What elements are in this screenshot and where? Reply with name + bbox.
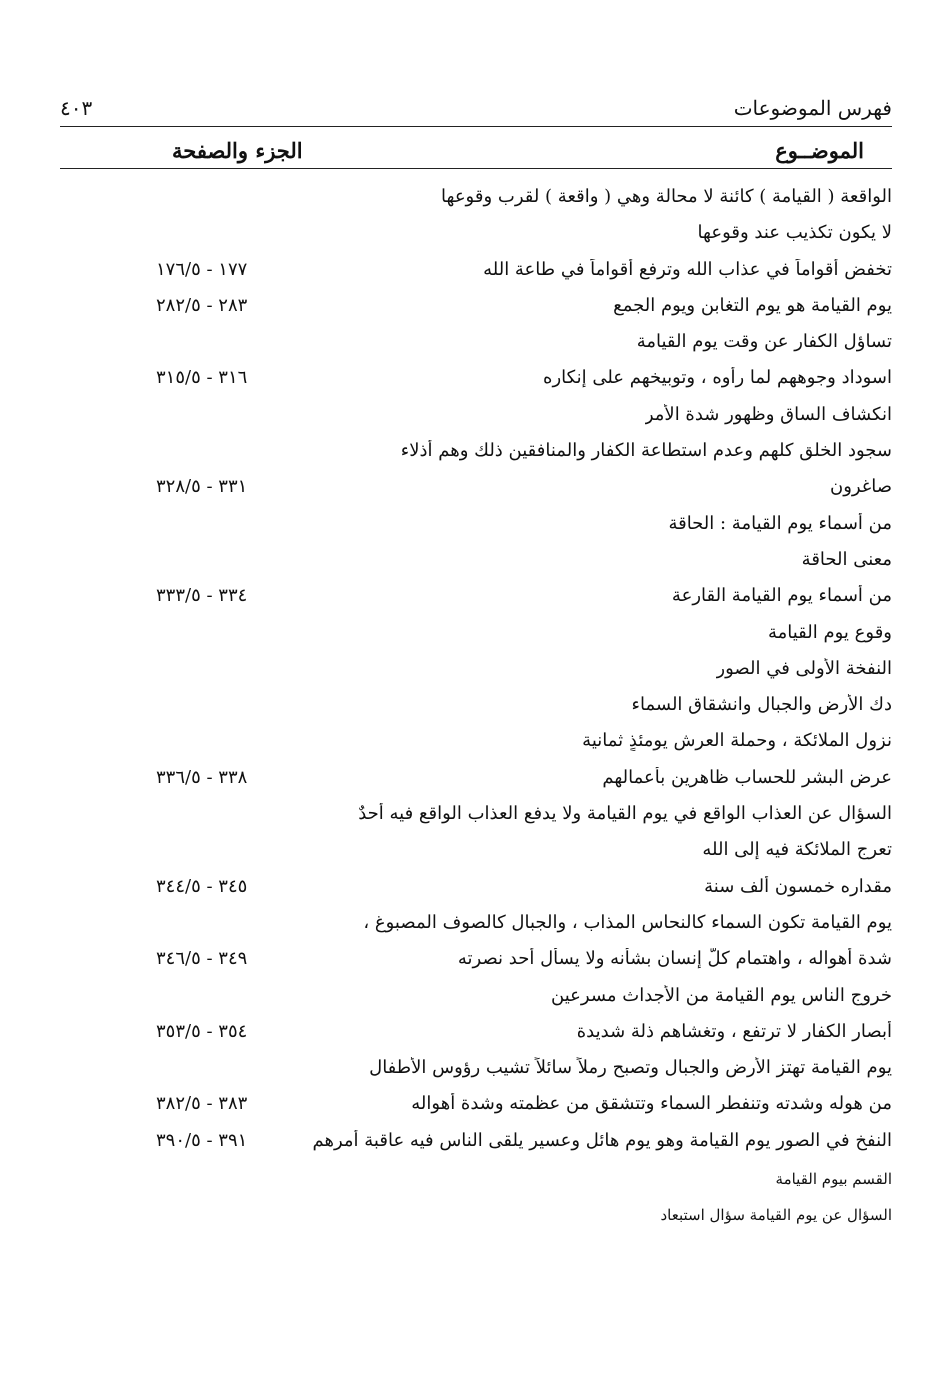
entry-pages: ٣٣١ - ٣٢٨/٥ xyxy=(156,476,248,498)
index-entry xyxy=(60,470,892,506)
index-entry xyxy=(60,253,892,289)
entry-topic: انكشاف الساق وظهور شدة الأمر xyxy=(644,403,892,425)
entry-topic: تعرج الملائكة فيه إلى الله xyxy=(702,839,892,861)
entry-topic: صاغرون xyxy=(829,476,892,498)
index-entry xyxy=(60,797,892,833)
entry-topic: اسوداد وجوههم لما رأوه ، وتوبيخهم على إنكاره xyxy=(543,367,892,389)
entry-pages: ٣٣٨ - ٣٣٦/٥ xyxy=(156,766,248,788)
entry-topic: وقوع يوم القيامة xyxy=(767,621,892,643)
index-entry xyxy=(60,1196,892,1232)
entry-topic: نزول الملائكة ، وحملة العرش يومئذٍ ثمانية xyxy=(582,730,892,752)
entry-pages: ٣٤٥ - ٣٤٤/٥ xyxy=(156,875,248,897)
index-entry xyxy=(60,543,892,579)
index-entry xyxy=(60,289,892,325)
entry-pages: ٣٨٣ - ٣٨٢/٥ xyxy=(156,1093,248,1115)
index-entry xyxy=(60,180,892,216)
index-entry xyxy=(60,216,892,252)
index-entry xyxy=(60,1124,892,1160)
entry-pages: ٣٣٤ - ٣٣٣/٥ xyxy=(156,585,248,607)
entry-topic: شدة أهواله ، واهتمام كلّ إنسان بشأنه ولا يسأل أحد نصرته xyxy=(457,948,892,970)
entry-topic: السؤال عن يوم القيامة سؤال استبعاد xyxy=(660,1206,892,1225)
entry-topic: عرض البشر للحساب ظاهرين بأعمالهم xyxy=(602,766,892,788)
header-rule xyxy=(60,126,892,127)
entry-topic: يوم القيامة هو يوم التغابن ويوم الجمع xyxy=(613,294,892,316)
index-entry xyxy=(60,616,892,652)
entry-pages: ٣٥٤ - ٣٥٣/٥ xyxy=(156,1020,248,1042)
entry-topic: النفخة الأولى في الصور xyxy=(716,657,892,679)
page-number: ٤٠٣ xyxy=(60,96,93,120)
index-entry xyxy=(60,1087,892,1123)
entry-pages: ٣٤٩ - ٣٤٦/٥ xyxy=(156,948,248,970)
entry-topic: دك الأرض والجبال وانشقاق السماء xyxy=(631,694,892,716)
entry-topic: يوم القيامة تكون السماء كالنحاس المذاب ، والجبال كالصوف المصبوغ ، xyxy=(363,911,892,933)
index-entry xyxy=(60,652,892,688)
index-entry xyxy=(60,688,892,724)
entry-pages: ٢٨٣ - ٢٨٢/٥ xyxy=(156,294,248,316)
entry-pages: ١٧٧ - ١٧٦/٥ xyxy=(156,258,248,280)
entry-topic: السؤال عن العذاب الواقع في يوم القيامة ولا يدفع العذاب الواقع فيه أحدٌ xyxy=(358,803,892,825)
entry-pages: ٣٩١ - ٣٩٠/٥ xyxy=(156,1129,248,1151)
entry-topic: القسم بيوم القيامة xyxy=(775,1170,892,1189)
entry-topic: من أسماء يوم القيامة : الحاقة xyxy=(668,512,892,534)
entry-topic: يوم القيامة تهتز الأرض والجبال وتصبح رملاً سائلاً تشيب رؤوس الأطفال xyxy=(369,1057,892,1079)
index-entry xyxy=(60,361,892,397)
column-headers xyxy=(60,138,892,168)
index-entry xyxy=(60,1160,892,1196)
column-header-rule xyxy=(60,168,892,169)
entry-topic: لا يكون تكذيب عند وقوعها xyxy=(697,222,892,244)
page-header xyxy=(60,96,892,126)
index-entries xyxy=(60,180,892,1233)
topic-column-header: الموضــوع xyxy=(775,138,864,163)
index-entry xyxy=(60,833,892,869)
index-entry xyxy=(60,1051,892,1087)
entry-topic: من أسماء يوم القيامة القارعة xyxy=(671,585,892,607)
index-entry xyxy=(60,870,892,906)
index-entry xyxy=(60,724,892,760)
entry-topic: الواقعة ( القيامة ) كائنة لا محالة وهي ( واقعة ) لقرب وقوعها xyxy=(441,186,892,207)
index-entry xyxy=(60,1015,892,1051)
entry-topic: أبصار الكفار لا ترتفع ، وتغشاهم ذلة شديدة xyxy=(576,1020,892,1042)
pages-column-header: الجزء والصفحة xyxy=(172,138,303,163)
index-entry xyxy=(60,398,892,434)
entry-topic: تخفض أقواماً في عذاب الله وترفع أقواماً في طاعة الله xyxy=(483,258,892,280)
entry-topic: معنى الحاقة xyxy=(801,548,892,570)
index-entry xyxy=(60,507,892,543)
entry-topic: من هوله وشدته وتنفطر السماء وتتشقق من عظمته وشدة أهواله xyxy=(411,1093,892,1115)
index-entry xyxy=(60,434,892,470)
index-entry xyxy=(60,579,892,615)
index-entry xyxy=(60,761,892,797)
entry-topic: النفخ في الصور يوم القيامة وهو يوم هائل وعسير يلقى الناس فيه عاقبة أمرهم xyxy=(312,1129,892,1151)
entry-topic: مقداره خمسون ألف سنة xyxy=(704,875,892,897)
entry-topic: تساؤل الكفار عن وقت يوم القيامة xyxy=(636,331,892,353)
running-title: فهرس الموضوعات xyxy=(733,96,892,120)
entry-topic: خروج الناس يوم القيامة من الأجداث مسرعين xyxy=(551,984,892,1006)
index-entry xyxy=(60,325,892,361)
index-entry xyxy=(60,906,892,942)
index-entry xyxy=(60,979,892,1015)
entry-pages: ٣١٦ - ٣١٥/٥ xyxy=(156,367,248,389)
entry-topic: سجود الخلق كلهم وعدم استطاعة الكفار والمنافقين ذلك وهم أذلاء xyxy=(400,440,892,462)
index-entry xyxy=(60,942,892,978)
